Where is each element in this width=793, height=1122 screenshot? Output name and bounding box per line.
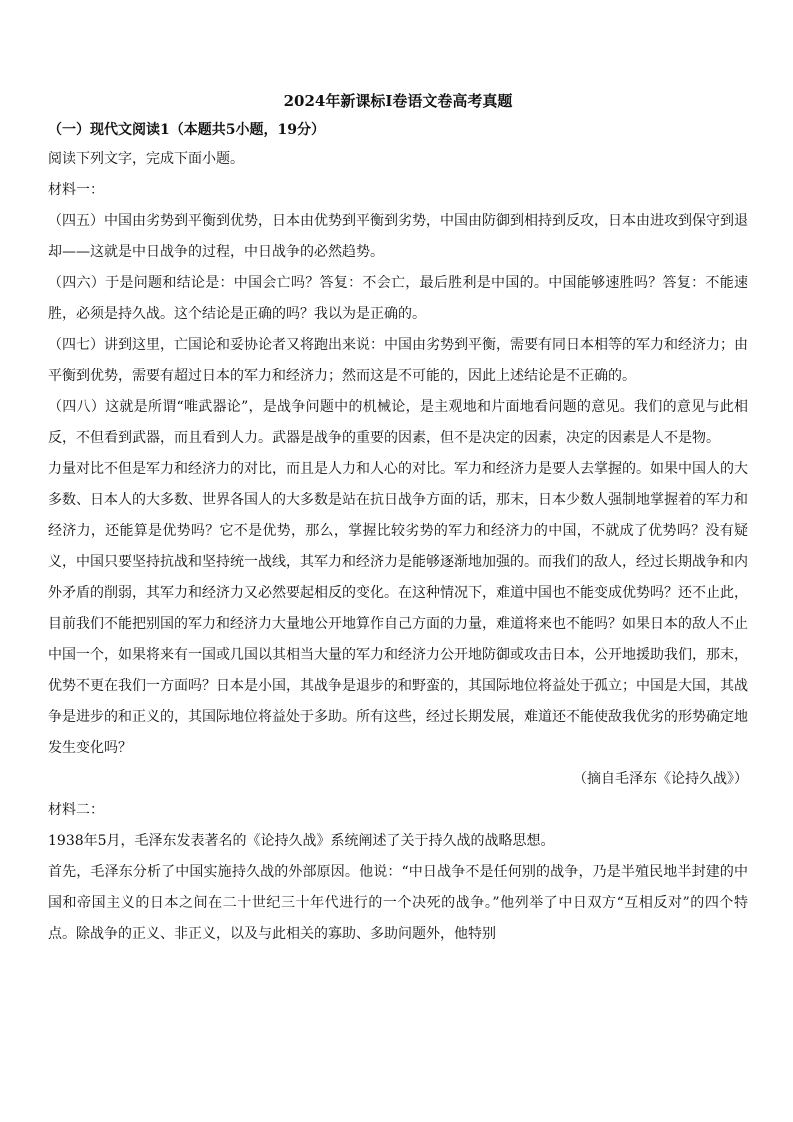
material-one-label: 材料一： [48,182,104,198]
material-two-label: 材料二： [48,802,104,818]
paragraph-45: （四五）中国由劣势到平衡到优势，日本由优势到平衡到劣势，中国由防御到相持到反攻，日本由进攻到保守到退却——这就是中日战争的过程，中日战争的必然趋势。 [48,213,748,260]
section-heading: （一）现代文阅读1（本题共5小题，19分） [48,122,325,138]
instruction-paragraph: 阅读下列文字，完成下面小题。 [48,151,244,167]
document-title: 2024年新课标Ⅰ卷语文卷高考真题 [283,92,513,110]
material-two-body: 首先，毛泽东分析了中国实施持久战的外部原因。他说：“中日战争不是任何别的战争，乃是半殖民地半封建的中国和帝国主义的日本之间在二十世纪三十年代进行的一个决死的战争。”他列举了中日双方“互相反对”的四个特点。除战争的正义、非正义，以及与此相关的寡助、多助问题外，他特别 [48,864,748,942]
paragraph-47: （四七）讲到这里，亡国论和妥协论者又将跑出来说：中国由劣势到平衡，需要有同日本相等的军力和经济力；由平衡到优势，需要有超过日本的军力和经济力；然而这是不可能的，因此上述结论是不正确的。 [48,337,748,384]
paragraph-46: （四六）于是问题和结论是：中国会亡吗？答复：不会亡，最后胜利是中国的。中国能够速胜吗？答复：不能速胜，必须是持久战。这个结论是正确的吗？我以为是正确的。 [48,275,748,322]
material-two-intro: 1938年5月，毛泽东发表著名的《论持久战》系统阐述了关于持久战的战略思想。 [48,833,555,849]
paragraph-force-comparison: 力量对比不但是军力和经济力的对比，而且是人力和人心的对比。军力和经济力是要人去掌握的。如果中国人的大多数、日本人的大多数、世界各国人的大多数是站在抗日战争方面的话，那末，日本少数人强制地掌握着的军力和经济力，还能算是优势吗？它不是优势，那么，掌握比较劣势的军力和经济力的中国，不就成了优势吗？没有疑义，中国只要坚持抗战和坚持统一战线，其军力和经济力是能够逐渐地加强的。而我们的敌人，经过长期战争和内外矛盾的削弱，其军力和经济力又必然要起相反的变化。在这种情况下，难道中国也不能变成优势吗？还不止此，目前我们不能把别国的军力和经济力大量地公开地算作自己方面的力量，难道将来也不能吗？如果日本的敌人不止中国一个，如果将来有一国或几国以其相当大量的军力和经济力公开地防御或攻击日本，公开地援助我们，那末，优势不更在我们一方面吗？日本是小国，其战争是退步的和野蛮的，其国际地位将益处于孤立；中国是大国，其战争是进步的和正义的，其国际地位将益处于多助。所有这些，经过长期发展，难道还不能使敌我优劣的形势确定地发生变化吗？ [48,461,748,756]
source-citation: （摘自毛泽东《论持久战》） [573,771,748,787]
paragraph-48: （四八）这就是所谓“唯武器论”，是战争问题中的机械论，是主观地和片面地看问题的意见。我们的意见与此相反，不但看到武器，而且看到人力。武器是战争的重要的因素，但不是决定的因素，决定的因素是人不是物。 [48,399,748,446]
document-page [48,88,748,950]
